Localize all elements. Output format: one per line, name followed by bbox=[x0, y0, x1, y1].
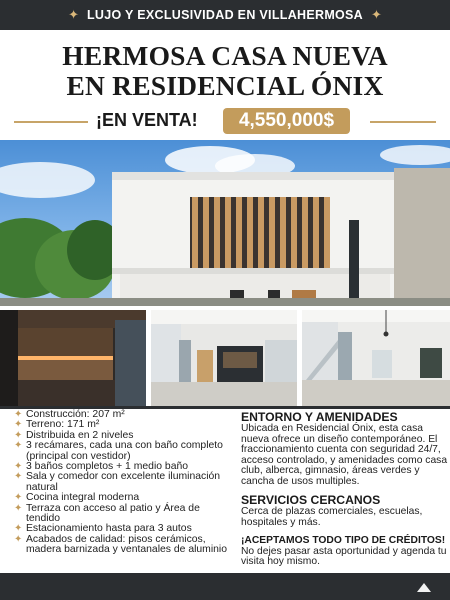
top-banner bbox=[0, 0, 450, 30]
info-column bbox=[241, 410, 449, 568]
list-item: ✦ Distribuida en 2 niveles bbox=[14, 429, 134, 441]
bottom-bar bbox=[0, 573, 450, 600]
star-icon: ✦ bbox=[14, 492, 23, 504]
house-exterior-photo bbox=[0, 140, 450, 306]
star-icon: ✦ bbox=[14, 429, 23, 441]
star-icon: ✦ bbox=[14, 502, 23, 514]
list-item: ✦ Construcción: 207 m² bbox=[14, 409, 125, 420]
entorno-heading: ENTORNO Y AMENIDADES bbox=[241, 410, 398, 424]
list-item: ✦ 3 recámares, cada una con baño completo (principal con vestidor) bbox=[14, 440, 223, 462]
star-icon: ✦ bbox=[14, 440, 23, 452]
list-item: ✦ Terraza con acceso al patio y Área de tendido bbox=[14, 502, 200, 525]
list-item: ✦ Acabados de calidad: pisos cerámicos, madera barnizada y ventanales de aluminio bbox=[14, 533, 228, 556]
living-room-photo bbox=[151, 310, 297, 406]
living-room-illustration bbox=[151, 310, 297, 406]
list-item: ✦ Sala y comedor con excelente iluminación natural bbox=[14, 471, 221, 493]
star-icon: ✦ bbox=[14, 409, 23, 420]
sale-row bbox=[0, 108, 450, 134]
sparkle-icon: ✦ bbox=[68, 7, 79, 22]
house-exterior-illustration bbox=[0, 140, 450, 306]
list-item: ✦ Cocina integral moderna bbox=[14, 492, 140, 504]
star-icon: ✦ bbox=[14, 419, 23, 431]
star-icon: ✦ bbox=[14, 523, 23, 535]
list-item: ✦ Terreno: 171 m² bbox=[14, 419, 100, 431]
kitchen-photo bbox=[0, 310, 146, 406]
servicios-text: Cerca de plazas comerciales, escuelas, hospitales y más. bbox=[241, 506, 423, 528]
list-item: ✦ Estacionamiento hasta para 3 autos bbox=[14, 523, 192, 535]
banner-text: LUJO Y EXCLUSIVIDAD EN VILLAHERMOSA bbox=[86, 8, 364, 22]
page-title bbox=[0, 41, 450, 101]
open-plan-photo bbox=[302, 310, 450, 406]
sale-label: ¡EN VENTA! bbox=[96, 110, 198, 130]
features-list bbox=[14, 410, 236, 556]
visit-cta: No dejes pasar asta oportunidad y agenda tu visita hoy mismo. bbox=[241, 545, 447, 567]
sparkle-icon: ✦ bbox=[371, 7, 382, 22]
star-icon: ✦ bbox=[14, 471, 23, 483]
open-plan-illustration bbox=[302, 310, 450, 406]
kitchen-illustration bbox=[0, 310, 146, 406]
star-icon: ✦ bbox=[14, 461, 23, 473]
divider-left bbox=[14, 121, 88, 123]
title-line-2: EN RESIDENCIAL ÓNIX bbox=[66, 70, 384, 101]
star-icon: ✦ bbox=[14, 533, 23, 545]
servicios-heading: SERVICIOS CERCANOS bbox=[241, 493, 381, 507]
list-item: ✦ 3 baños completos + 1 medio baño bbox=[14, 461, 189, 473]
price-badge: 4,550,000$ bbox=[223, 108, 350, 134]
triangle-icon bbox=[417, 583, 431, 592]
credits-cta: ¡ACEPTAMOS TODO TIPO DE CRÉDITOS! bbox=[241, 535, 446, 546]
title-line-1: HERMOSA CASA NUEVA bbox=[62, 40, 388, 71]
divider-right bbox=[370, 121, 436, 123]
entorno-text: Ubicada en Residencial Ónix, esta casa nueva ofrece un diseño contemporáneo. El fraccionamiento cuenta con seguridad 24/7, acceso controlado, y amenidades como casa club, alberca, gimnasio, áreas verdes y cancha de usos multiples. bbox=[241, 423, 448, 487]
